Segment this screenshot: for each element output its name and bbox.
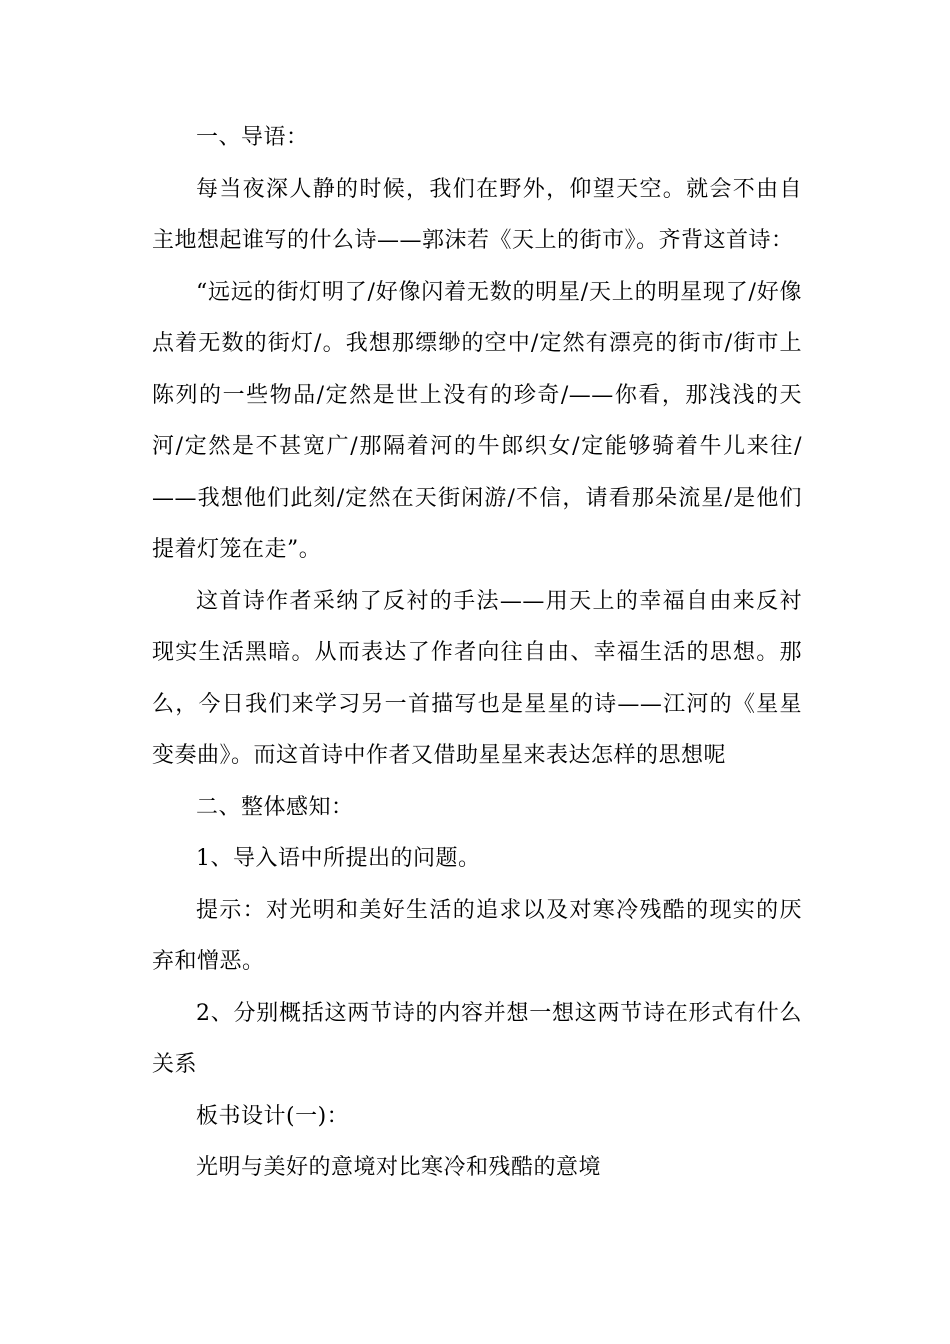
poem-quote: “远远的街灯明了/好像闪着无数的明星/天上的明星现了/好像点着无数的街灯/。我想那缥缈的空中/定然有漂亮的街市/街市上陈列的一些物品/定然是世上没有的珍奇/——你看，那浅浅的天河/定然是不甚宽广/那隔着河的牛郎织女/定能够骑着牛儿来往/——我想他们此刻/定然在天街闲游/不信，请看那朵流星/是他们提着灯笼在走”。 — [152, 279, 802, 562]
board-design-line: 光明与美好的意境对比寒冷和残酷的意境 — [196, 1155, 602, 1180]
board-design-heading: 板书设计(一)： — [196, 1103, 350, 1129]
question-1: 1、导入语中所提出的问题。 — [196, 846, 481, 871]
question-2: 2、分别概括这两节诗的内容并想一想这两节诗在形式有什么关系 — [152, 1000, 802, 1077]
heading-introduction: 一、导语： — [196, 125, 309, 150]
heading-overall-perception: 二、整体感知： — [196, 794, 354, 820]
document-body — [152, 112, 802, 1194]
paragraph-analysis: 这首诗作者采纳了反衬的手法——用天上的幸福自由来反衬现实生活黑暗。从而表达了作者向往自由、幸福生活的思想。那么，今日我们来学习另一首描写也是星星的诗——江河的《星星变奏曲》。而这首诗中作者又借助星星来表达怎样的思想呢 — [152, 588, 802, 768]
hint-text: 提示：对光明和美好生活的追求以及对寒冷残酷的现实的厌弃和憎恶。 — [152, 897, 802, 974]
paragraph-intro: 每当夜深人静的时候，我们在野外，仰望天空。就会不由自主地想起谁写的什么诗——郭沫若《天上的街市》。齐背这首诗： — [152, 176, 802, 253]
